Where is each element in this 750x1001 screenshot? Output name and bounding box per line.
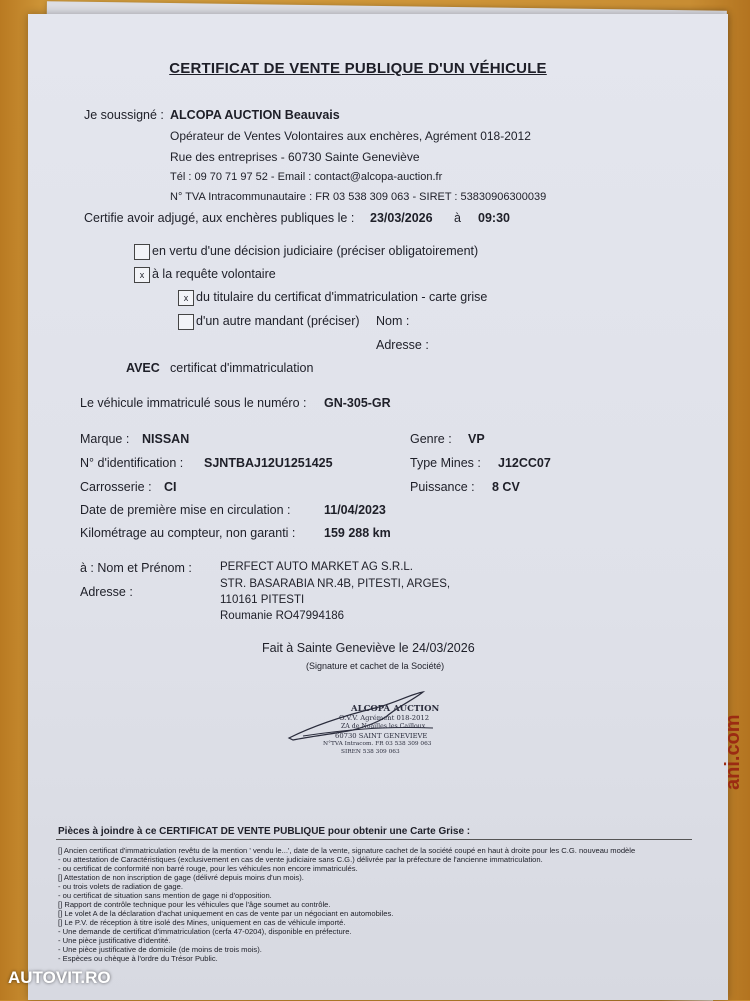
genre-label: Genre :	[410, 432, 452, 446]
immat-label: Le véhicule immatriculé sous le numéro :	[80, 396, 307, 410]
stamp-line1: O.V.V. Agrément 018-2012	[339, 714, 430, 722]
list-item: - ou certificat de conformité non barré rouge, pour les véhicules non encore immatriculés.	[58, 864, 358, 873]
company-name: ALCOPA AUCTION Beauvais	[170, 108, 340, 122]
list-item: - ou trois volets de radiation de gage.	[58, 882, 183, 891]
buyer-adresse-label: Adresse :	[80, 585, 133, 599]
immat-value: GN-305-GR	[324, 396, 391, 410]
option-judiciaire-label: en vertu d'une décision judiciaire (préciser obligatoirement)	[152, 244, 479, 258]
mandant-nom-label: Nom :	[376, 314, 410, 328]
id-value: SJNTBAJ12U1251425	[204, 456, 333, 470]
buyer-country: Roumanie RO47994186	[220, 610, 345, 622]
mines-label: Type Mines :	[410, 456, 481, 470]
genre-value: VP	[468, 432, 485, 446]
puissance-label: Puissance :	[410, 480, 475, 494]
checkbox-judiciaire[interactable]	[134, 244, 150, 260]
circulation-label: Date de première mise en circulation :	[80, 503, 291, 517]
cachet-label: (Signature et cachet de la Société)	[306, 661, 445, 671]
km-label: Kilométrage au compteur, non garanti :	[80, 526, 296, 540]
id-label: N° d'identification :	[80, 456, 184, 470]
certificate-label: certificat d'immatriculation	[170, 361, 314, 375]
mandant-adresse-label: Adresse :	[376, 338, 429, 352]
side-edge-text: ani.com	[722, 714, 744, 790]
mines-value: J12CC07	[498, 456, 551, 470]
auction-at: à	[454, 211, 461, 225]
checkbox-titulaire[interactable]: x	[178, 290, 194, 306]
certifie-label: Certifie avoir adjugé, aux enchères publiques le :	[84, 211, 355, 225]
list-item: - ou attestation de Caractéristiques (exclusivement en cas de vente judiciaire sans C.G.) délivrée par la préfecture de l'ancienne immatriculation.	[58, 855, 543, 864]
list-item: [] Rapport de contrôle technique pour les véhicules que l'âge soumet au contrôle.	[58, 900, 331, 909]
pieces-divider	[56, 839, 692, 840]
circulation-value: 11/04/2023	[324, 503, 386, 517]
company-stamp	[283, 686, 473, 766]
stamp-line5: SIREN 538 309 063	[341, 749, 400, 755]
carrosserie-value: CI	[164, 480, 177, 494]
stamp-line3: 60730 SAINT GENEVIEVE	[335, 732, 428, 740]
list-item: - ou certificat de situation sans mention de gage ni d'opposition.	[58, 891, 272, 900]
puissance-value: 8 CV	[492, 480, 520, 494]
checkbox-mandant[interactable]	[178, 314, 194, 330]
tva-line: N° TVA Intracommunautaire : FR 03 538 309 063 - SIRET : 53830906300039	[170, 191, 547, 203]
list-item: - Une pièce justificative d'identité.	[58, 936, 171, 945]
fait-a: Fait à Sainte Geneviève le 24/03/2026	[262, 641, 475, 655]
address-line: Rue des entreprises - 60730 Sainte Geneviève	[170, 150, 420, 164]
certificate-avec: AVEC	[126, 361, 160, 375]
auction-date: 23/03/2026	[370, 211, 433, 225]
marque-value: NISSAN	[142, 432, 190, 446]
contact-line: Tél : 09 70 71 97 52 - Email : contact@alcopa-auction.fr	[170, 171, 443, 183]
buyer-street: STR. BASARABIA NR.4B, PITESTI, ARGES,	[220, 578, 451, 590]
pieces-heading: Pièces à joindre à ce CERTIFICAT DE VENTE PUBLIQUE pour obtenir une Carte Grise :	[58, 826, 471, 837]
option-mandant-label: d'un autre mandant (préciser)	[196, 314, 360, 328]
auction-time: 09:30	[478, 211, 510, 225]
list-item: [] Le volet A de la déclaration d'achat uniquement en cas de vente par un négociant en automobiles.	[58, 909, 394, 918]
buyer-name: PERFECT AUTO MARKET AG S.R.L.	[220, 561, 413, 573]
list-item: [] Attestation de non inscription de gage (délivré depuis moins d'un mois).	[58, 873, 304, 882]
km-value: 159 288 km	[324, 526, 391, 540]
carrosserie-label: Carrosserie :	[80, 480, 152, 494]
list-item: - Espèces ou chèque à l'ordre du Trésor Public.	[58, 954, 218, 963]
document-title: CERTIFICAT DE VENTE PUBLIQUE D'UN VÉHICULE	[169, 60, 547, 77]
soussigne-label: Je soussigné :	[84, 108, 164, 122]
operator-line: Opérateur de Ventes Volontaires aux enchères, Agrément 018-2012	[170, 129, 531, 143]
option-volontaire-label: à la requête volontaire	[152, 267, 276, 281]
checkbox-volontaire[interactable]: x	[134, 267, 150, 283]
stamp-line4: N°TVA Intracom. FR 03 538 309 063	[323, 741, 432, 747]
list-item: - Une pièce justificative de domicile (de moins de trois mois).	[58, 945, 262, 954]
buyer-nom-label: à : Nom et Prénom :	[80, 561, 192, 575]
list-item: - Une demande de certificat d'immatriculation (cerfa 47-0204), disponible en préfecture.	[58, 927, 352, 936]
list-item: [] Le P.V. de réception à titre isolé des Mines, uniquement en cas de véhicule importé.	[58, 918, 346, 927]
option-titulaire-label: du titulaire du certificat d'immatriculation - carte grise	[196, 290, 488, 304]
certificate-sheet	[28, 14, 728, 1000]
stamp-line2: ZA de Noailles les Cailloux	[341, 723, 426, 730]
marque-label: Marque :	[80, 432, 130, 446]
watermark: AUTOVIT.RO	[8, 968, 111, 987]
list-item: [] Ancien certificat d'immatriculation revêtu de la mention ' vendu le...', date de la vente, signature cachet de la société coupé en haut à droite pour les C.G. nouveau modèle	[58, 846, 636, 855]
stamp-name: ALCOPA AUCTION	[351, 704, 440, 714]
buyer-city: 110161 PITESTI	[220, 594, 305, 606]
